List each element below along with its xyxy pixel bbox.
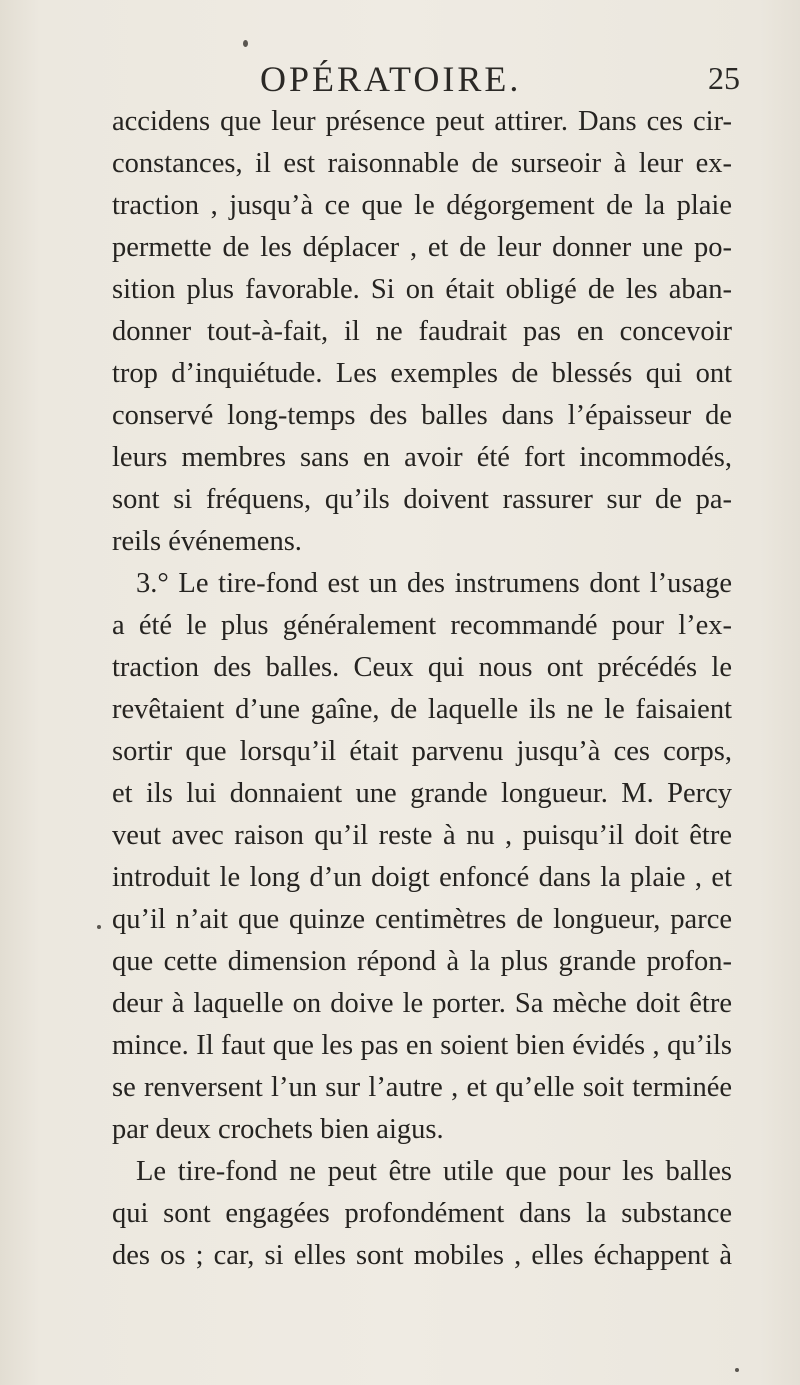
text-line: introduit le long d’un doigt enfoncé dans la plaie , et <box>112 862 732 893</box>
ink-speck <box>735 1368 739 1372</box>
ink-speck <box>243 40 248 47</box>
running-head <box>0 58 800 102</box>
text-line: trop d’inquiétude. Les exemples de blessés qui ont <box>112 358 732 389</box>
text-line: revêtaient d’une gaîne, de laquelle ils ne le faisaient <box>112 694 732 725</box>
text-line: des os ; car, si elles sont mobiles , elles échappent à <box>112 1240 732 1271</box>
text-line: sortir que lorsqu’il était parvenu jusqu’à ces corps, <box>112 736 732 767</box>
text-line: donner tout-à-fait, il ne faudrait pas en concevoir <box>112 316 732 347</box>
text-line: conservé long-temps des balles dans l’épaisseur de <box>112 400 732 431</box>
text-line: traction , jusqu’à ce que le dégorgement de la plaie <box>112 190 732 221</box>
paragraph-end-line: par deux crochets bien aigus. <box>112 1114 444 1145</box>
text-line: mince. Il faut que les pas en soient bien évidés , qu’ils <box>112 1030 732 1061</box>
text-line: a été le plus généralement recommandé pour l’ex- <box>112 610 732 641</box>
text-line: traction des balles. Ceux qui nous ont précédés le <box>112 652 732 683</box>
text-line: accidens que leur présence peut attirer. Dans ces cir- <box>112 106 732 137</box>
text-line: qui sont engagées profondément dans la substance <box>112 1198 732 1229</box>
paragraph-end-line: reils événemens. <box>112 526 302 557</box>
ink-speck <box>97 925 101 929</box>
text-line: qu’il n’ait que quinze centimètres de longueur, parce <box>112 904 732 935</box>
text-line: sont si fréquens, qu’ils doivent rassurer sur de pa- <box>112 484 732 515</box>
text-line: et ils lui donnaient une grande longueur. M. Percy <box>112 778 732 809</box>
text-line: sition plus favorable. Si on était obligé de les aban- <box>112 274 732 305</box>
text-line: se renversent l’un sur l’autre , et qu’elle soit terminée <box>112 1072 732 1103</box>
text-line: permette de les déplacer , et de leur donner une po- <box>112 232 732 263</box>
text-line: leurs membres sans en avoir été fort incommodés, <box>112 442 732 473</box>
body-text <box>112 101 732 1277</box>
text-line: constances, il est raisonnable de surseoir à leur ex- <box>112 148 732 179</box>
page-number: 25 <box>708 60 740 96</box>
text-line: deur à laquelle on doive le porter. Sa mèche doit être <box>112 988 732 1019</box>
paragraph-start-line: Le tire-fond ne peut être utile que pour les balles <box>136 1156 732 1187</box>
text-line: que cette dimension répond à la plus grande profon- <box>112 946 732 977</box>
running-title: OPÉRATOIRE. <box>260 59 522 99</box>
paragraph-start-line: 3.° Le tire-fond est un des instrumens dont l’usage <box>136 568 732 599</box>
text-line: veut avec raison qu’il reste à nu , puisqu’il doit être <box>112 820 732 851</box>
